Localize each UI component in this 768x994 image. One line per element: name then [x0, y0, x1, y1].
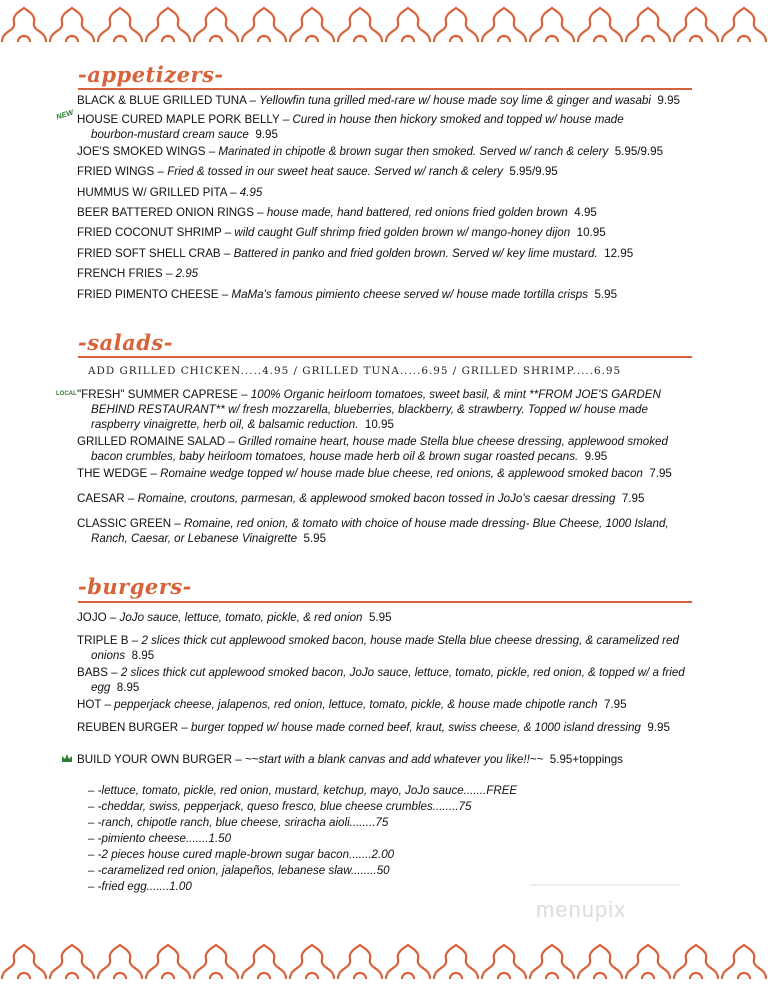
- border-motif-inner: [402, 973, 414, 979]
- menu-item: BLACK & BLUE GRILLED TUNA – Yellowfin tuna grilled med-rare w/ house made soy lime & ginger and wasabi 9.95: [77, 94, 680, 107]
- border-motif-inner: [18, 973, 30, 979]
- topping-line: – -fried egg.......1.00: [88, 880, 192, 893]
- border-motif-inner: [354, 36, 366, 42]
- border-motif-inner: [498, 36, 510, 42]
- border-motif-inner: [594, 36, 606, 42]
- topping-line: – -caramelized red onion, jalapeños, lebanese slaw........50: [88, 864, 390, 877]
- menu-item: HOT – pepperjack cheese, jalapenos, red onion, lettuce, tomato, pickle, & house made chipotle ranch 7.95: [77, 698, 627, 711]
- topping-line: – -ranch, chipotle ranch, blue cheese, sriracha aioli........75: [88, 816, 389, 829]
- border-motif-inner: [450, 973, 462, 979]
- border-motif-inner: [402, 36, 414, 42]
- border-motif-inner: [498, 973, 510, 979]
- border-motif-inner: [690, 973, 702, 979]
- bottom-decorative-border: [0, 943, 768, 985]
- menu-item: TRIPLE B – 2 slices thick cut applewood smoked bacon, house made Stella blue cheese dressing, & caramelized red onions 8.95: [77, 634, 679, 662]
- menu-item: JOE'S SMOKED WINGS – Marinated in chipotle & brown sugar then smoked. Served w/ ranch & celery 5.95/9.95: [77, 145, 664, 158]
- menu-item: FRIED PIMENTO CHEESE – MaMa's famous pimiento cheese served w/ house made tortilla crisps 5.95: [77, 288, 618, 301]
- border-motif-inner: [114, 36, 126, 42]
- burgers-rule: [78, 601, 692, 603]
- border-motif-inner: [210, 36, 222, 42]
- border-motif-inner: [642, 973, 654, 979]
- border-motif-inner: [594, 973, 606, 979]
- local-badge: LOCAL: [56, 391, 77, 397]
- border-motif-inner: [306, 36, 318, 42]
- border-motif-inner: [306, 973, 318, 979]
- topping-line: – -lettuce, tomato, pickle, red onion, mustard, ketchup, mayo, JoJo sauce.......FREE: [88, 784, 518, 797]
- border-motif-inner: [162, 973, 174, 979]
- border-motif-inner: [450, 36, 462, 42]
- menu-item: FRIED SOFT SHELL CRAB – Battered in panko and fried golden brown. Served w/ key lime mustard. 12.95: [77, 247, 634, 260]
- border-motif-inner: [210, 973, 222, 979]
- border-motif-inner: [66, 36, 78, 42]
- border-motif-inner: [66, 973, 78, 979]
- border-motif-inner: [690, 36, 702, 42]
- border-motif-inner: [258, 36, 270, 42]
- burgers-heading: -burgers-: [78, 574, 192, 599]
- border-motif-inner: [546, 36, 558, 42]
- menu-item: JOJO – JoJo sauce, lettuce, tomato, pickle, & red onion 5.95: [77, 611, 392, 624]
- topping-line: – -pimiento cheese.......1.50: [88, 832, 232, 845]
- menu-item: CAESAR – Romaine, croutons, parmesan, & applewood smoked bacon tossed in JoJo's caesar dressing 7.95: [77, 492, 645, 505]
- menu-item: BABS – 2 slices thick cut applewood smoked bacon, JoJo sauce, lettuce, tomato, pickle, red onion, & topped w/ a fried egg 8.95: [77, 666, 685, 694]
- new-badge: NEW: [55, 107, 75, 122]
- border-motif-inner: [354, 973, 366, 979]
- menu-item: GRILLED ROMAINE SALAD – Grilled romaine heart, house made Stella blue cheese dressing, applewood smoked bacon crumbles, baby heirloom tomatoes, house made herb oil & brown sugar roasted pecans. 9.95: [77, 435, 668, 463]
- border-motif-inner: [162, 36, 174, 42]
- border-motif-inner: [738, 973, 750, 979]
- menu-item: CLASSIC GREEN – Romaine, red onion, & tomato with choice of house made dressing- Blue Cheese, 1000 Island, Ranch, Caesar, or Lebanese Vinaigrette 5.95: [77, 517, 669, 545]
- salads-rule: [78, 356, 692, 358]
- menu-item: HOUSE CURED MAPLE PORK BELLY – Cured in house then hickory smoked and topped w/ house made bourbon-mustard cream sauce 9.95: [77, 113, 624, 141]
- top-decorative-border: [0, 6, 768, 48]
- appetizers-heading: -appetizers-: [78, 62, 224, 87]
- menu-item: BUILD YOUR OWN BURGER – ~~start with a blank canvas and add whatever you like!!~~ 5.95+toppings: [77, 753, 623, 766]
- menu-item: FRIED COCONUT SHRIMP – wild caught Gulf shrimp fried golden brown w/ mango-honey dijon 10.95: [77, 226, 606, 239]
- menu-item: REUBEN BURGER – burger topped w/ house made corned beef, kraut, swiss cheese, & 1000 island dressing 9.95: [77, 721, 670, 734]
- menu-item: BEER BATTERED ONION RINGS – house made, hand battered, red onions fried golden brown 4.95: [77, 206, 597, 219]
- border-motif-inner: [114, 973, 126, 979]
- border-motif-inner: [18, 36, 30, 42]
- watermark: menupix: [536, 897, 627, 922]
- appetizers-rule: [78, 88, 692, 90]
- menu-item: "FRESH" SUMMER CAPRESE – 100% Organic heirloom tomatoes, sweet basil, & mint **FROM JOE'S GARDEN BEHIND RESTAURANT** w/ fresh mozzarella, blueberries, blackberry, & strawberry. Topped w/ house made raspberry vinaigrette, herb oil, & balsamic reduction. 10.95: [77, 388, 661, 431]
- topping-line: – -cheddar, swiss, pepperjack, queso fresco, blue cheese crumbles........75: [88, 800, 472, 813]
- salads-heading: -salads-: [78, 330, 173, 355]
- border-motif-inner: [258, 973, 270, 979]
- salad-addons: ADD GRILLED CHICKEN.....4.95 / GRILLED TUNA.....6.95 / GRILLED SHRIMP.....6.95: [88, 365, 622, 377]
- menu-item: THE WEDGE – Romaine wedge topped w/ house made blue cheese, red onions, & applewood smoked bacon 7.95: [77, 467, 672, 480]
- border-motif-inner: [546, 973, 558, 979]
- menu-item: HUMMUS W/ GRILLED PITA – 4.95: [77, 186, 263, 199]
- border-motif-inner: [642, 36, 654, 42]
- crown-icon: [61, 753, 73, 763]
- watermark-line: [530, 884, 680, 886]
- topping-line: – -2 pieces house cured maple-brown sugar bacon.......2.00: [88, 848, 395, 861]
- menu-item: FRIED WINGS – Fried & tossed in our sweet heat sauce. Served w/ ranch & celery 5.95/9.95: [77, 165, 558, 178]
- border-motif-inner: [738, 36, 750, 42]
- menu-item: FRENCH FRIES – 2.95: [77, 267, 199, 280]
